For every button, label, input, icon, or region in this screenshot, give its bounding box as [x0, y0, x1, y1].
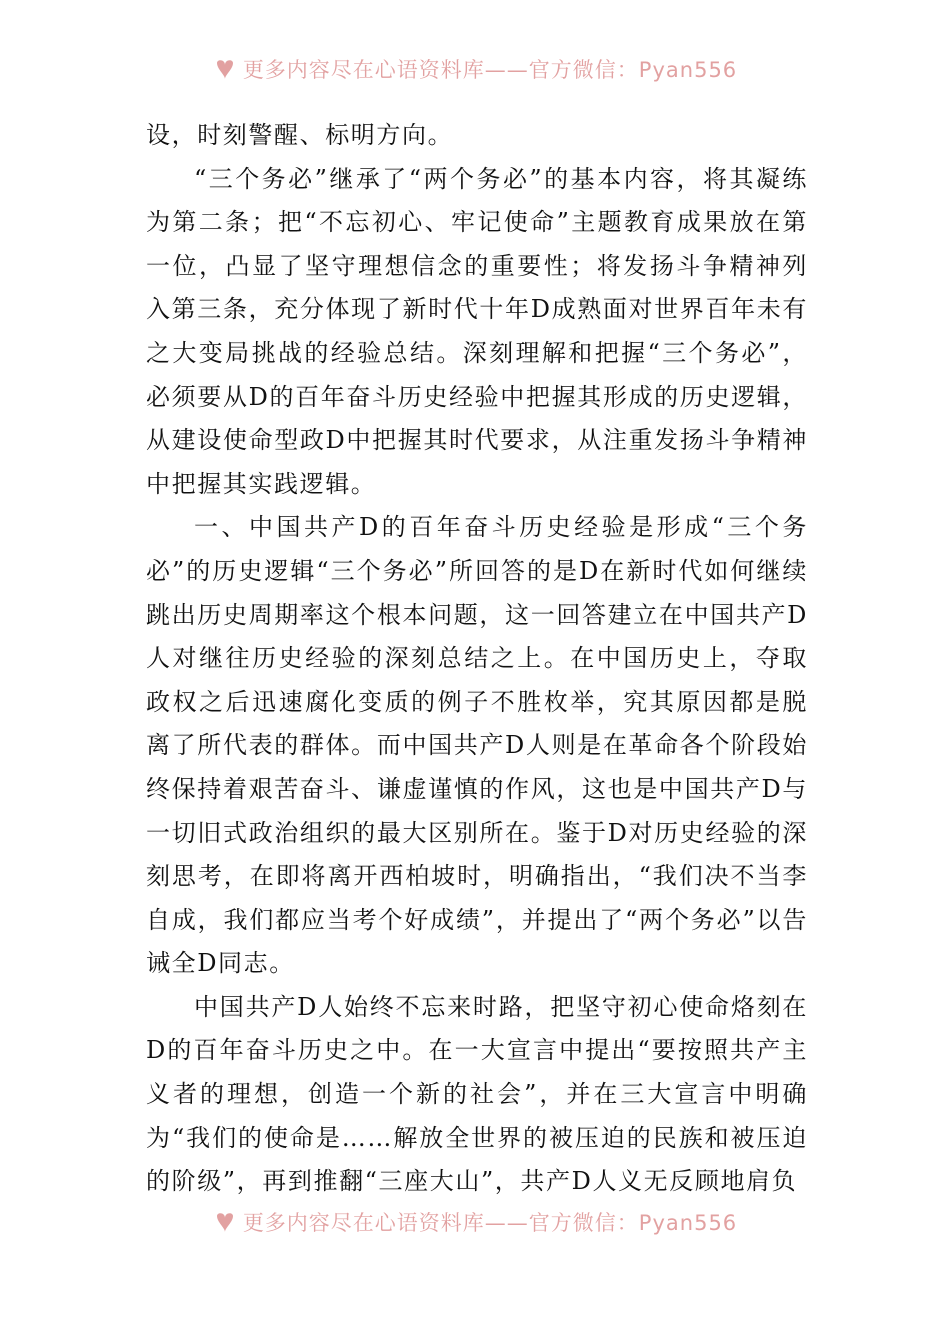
paragraph-3: 一、中国共产D的百年奋斗历史经验是形成“三个务必”的历史逻辑“三个务必”所回答的是D在新时代如何继续跳出历史周期率这个根本问题，这一回答建立在中国共产D人对继往历史经验的深刻总结之上。在中国历史上，夺取政权之后迅速腐化变质的例子不胜枚举，究其原因都是脱离了所代表的群体。而中国共产D人则是在革命各个阶段始终保持着艰苦奋斗、谦虚谨慎的作风，这也是中国共产D与一切旧式政治组织的最大区别所在。鉴于D对历史经验的深刻思考，在即将离开西柏坡时，明确指出，“我们决不当李自成，我们都应当考个好成绩”，并提出了“两个务必”以告诫全D同志。 — [146, 513, 808, 978]
watermark-logo-icon — [213, 57, 237, 81]
document-body — [146, 114, 808, 1204]
watermark-bottom — [0, 1207, 950, 1237]
paragraph-2: “三个务必”继承了“两个务必”的基本内容，将其凝练为第二条；把“不忘初心、牢记使命”主题教育成果放在第一位，凸显了坚守理想信念的重要性；将发扬斗争精神列入第三条，充分体现了新时代十年D成熟面对世界百年未有之大变局挑战的经验总结。深刻理解和把握“三个务必”，必须要从D的百年奋斗历史经验中把握其形成的历史逻辑，从建设使命型政D中把握其时代要求，从注重发扬斗争精神中把握其实践逻辑。 — [146, 164, 808, 498]
watermark-text: 更多内容尽在心语资料库——官方微信：Pyan556 — [242, 58, 738, 82]
paragraph-4: 中国共产D人始终不忘来时路，把坚守初心使命烙刻在D的百年奋斗历史之中。在一大宣言中提出“要按照共产主义者的理想，创造一个新的社会”，并在三大宣言中明确为“我们的使命是……解放全世界的被压迫的民族和被压迫的阶级”，再到推翻“三座大山”，共产D人义无反顾地肩负 — [146, 992, 808, 1196]
watermark-text: 更多内容尽在心语资料库——官方微信：Pyan556 — [242, 1211, 738, 1235]
watermark-logo-icon — [213, 1210, 237, 1234]
watermark-top — [0, 54, 950, 84]
paragraph-1: 设，时刻警醒、标明方向。 — [146, 121, 454, 149]
